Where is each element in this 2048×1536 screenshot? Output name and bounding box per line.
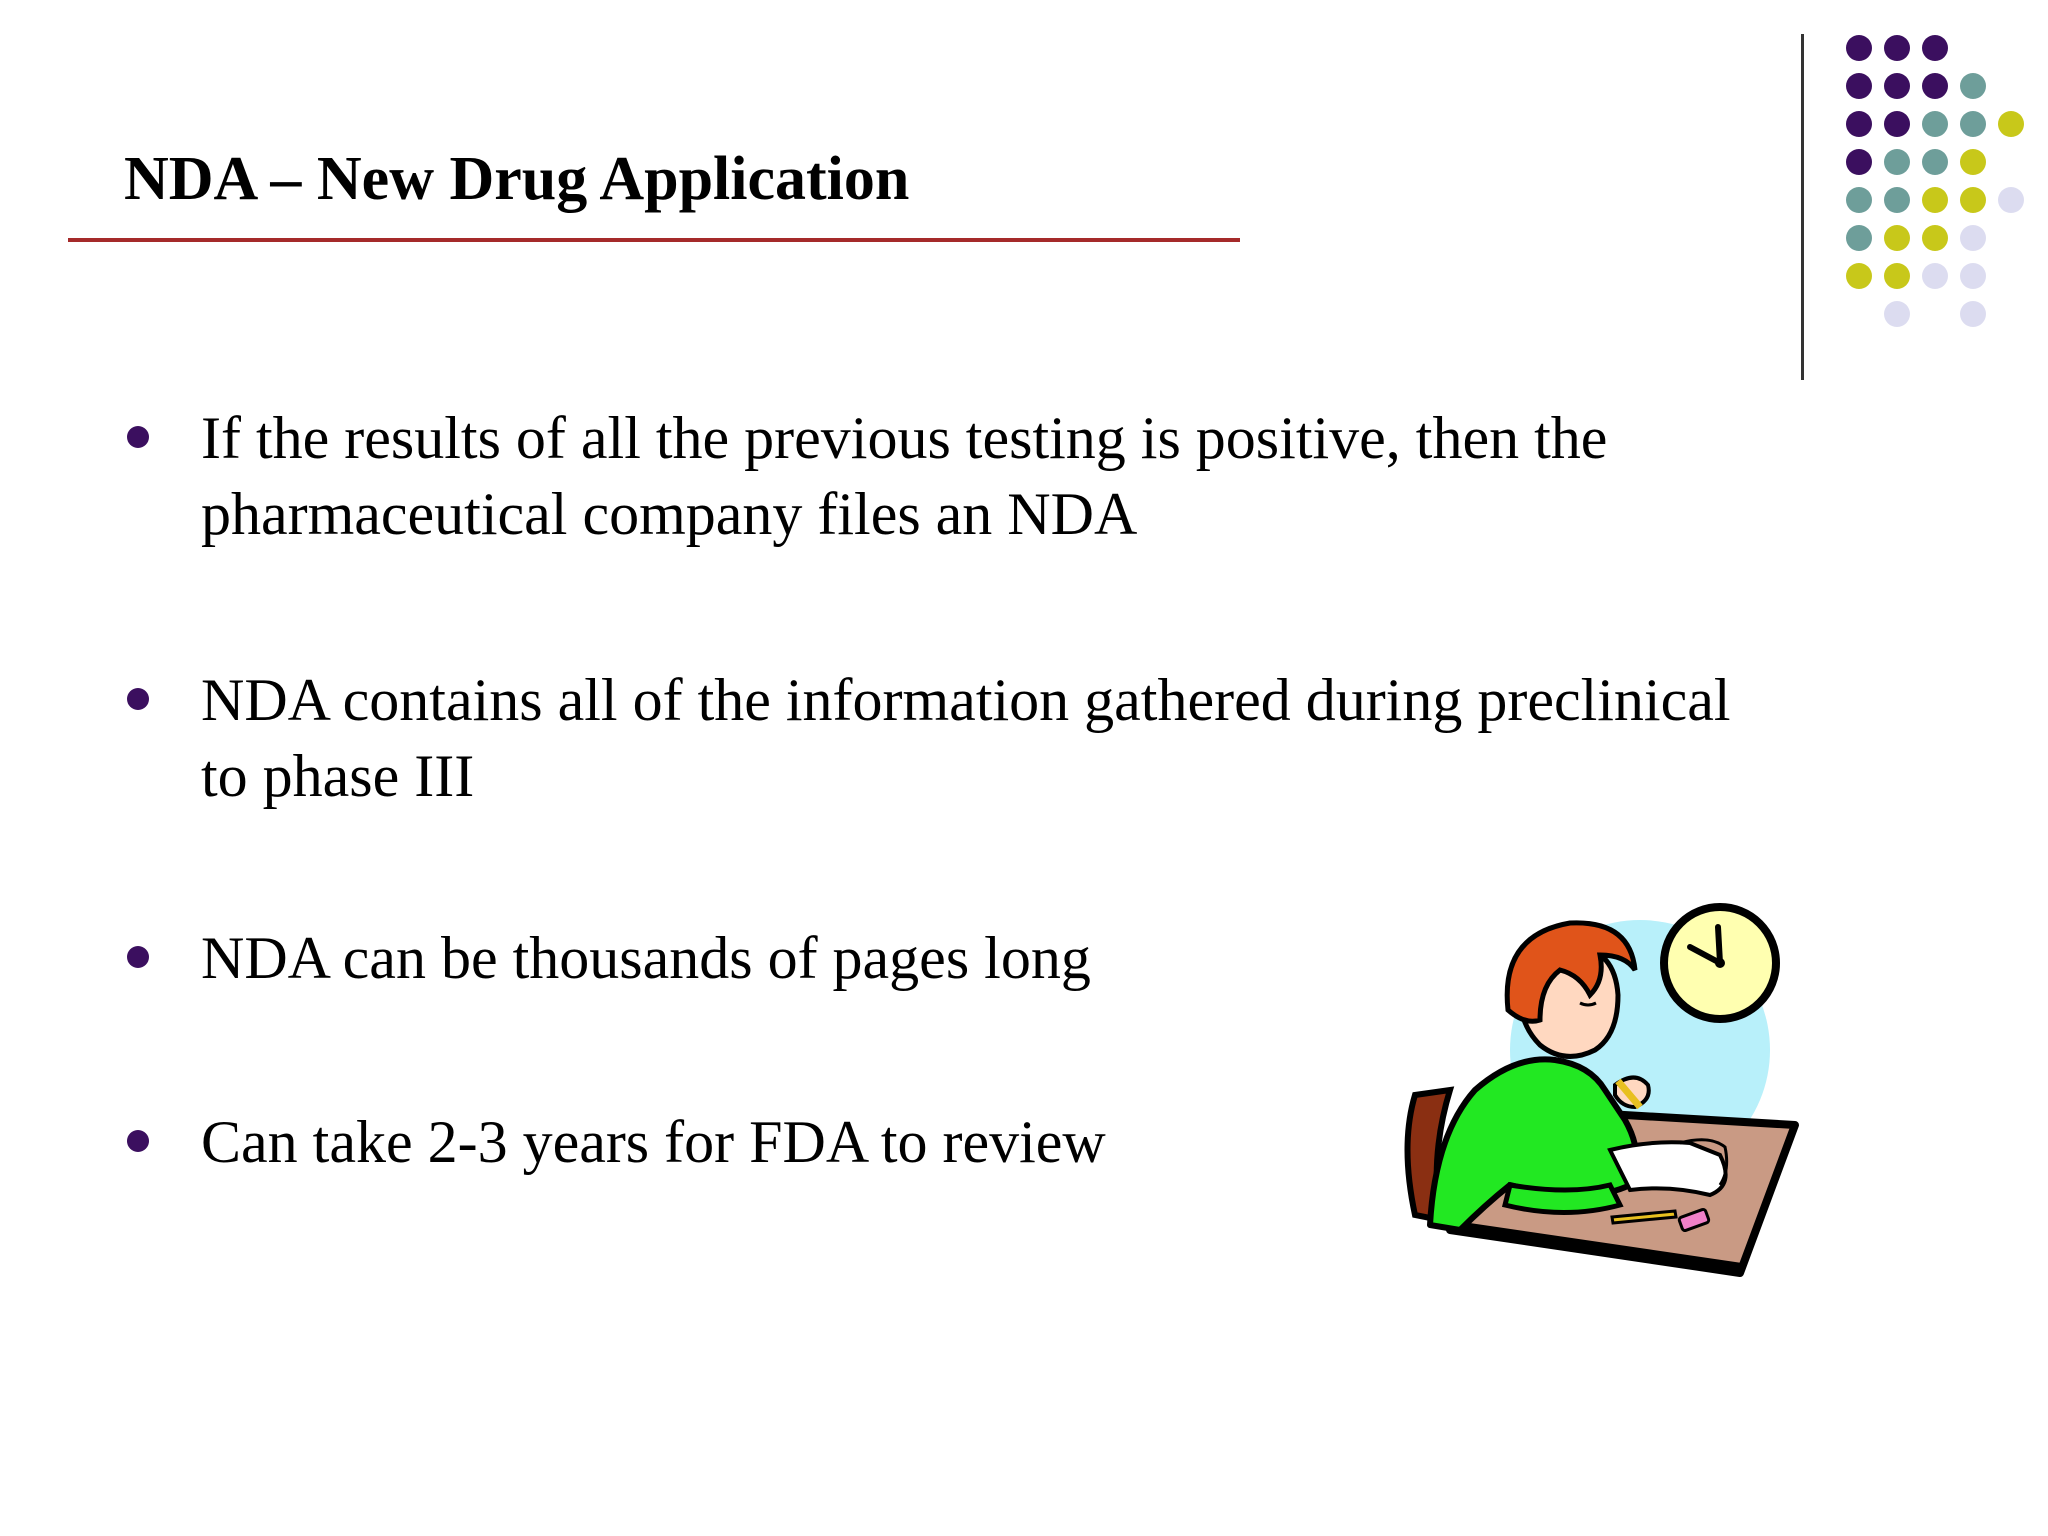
decorative-dot-grid xyxy=(0,0,2048,400)
bullet-icon xyxy=(127,688,149,710)
clock-icon xyxy=(1664,907,1776,1019)
bullet-icon xyxy=(127,1130,149,1152)
bullet-icon xyxy=(127,946,149,968)
bullet-text: If the results of all the previous testing is positive, then the pharmaceutical company files an NDA xyxy=(201,405,1608,547)
papers-icon xyxy=(1610,1142,1726,1195)
slide-title: NDA – New Drug Application xyxy=(124,145,910,213)
bullet-icon xyxy=(127,426,149,448)
bullet-text: Can take 2-3 years for FDA to review xyxy=(201,1109,1106,1175)
bullet-text: NDA can be thousands of pages long xyxy=(201,925,1091,991)
bullet-text: NDA contains all of the information gathered during preclinical to phase III xyxy=(201,667,1731,809)
reading-person-clipart xyxy=(1390,885,1810,1280)
